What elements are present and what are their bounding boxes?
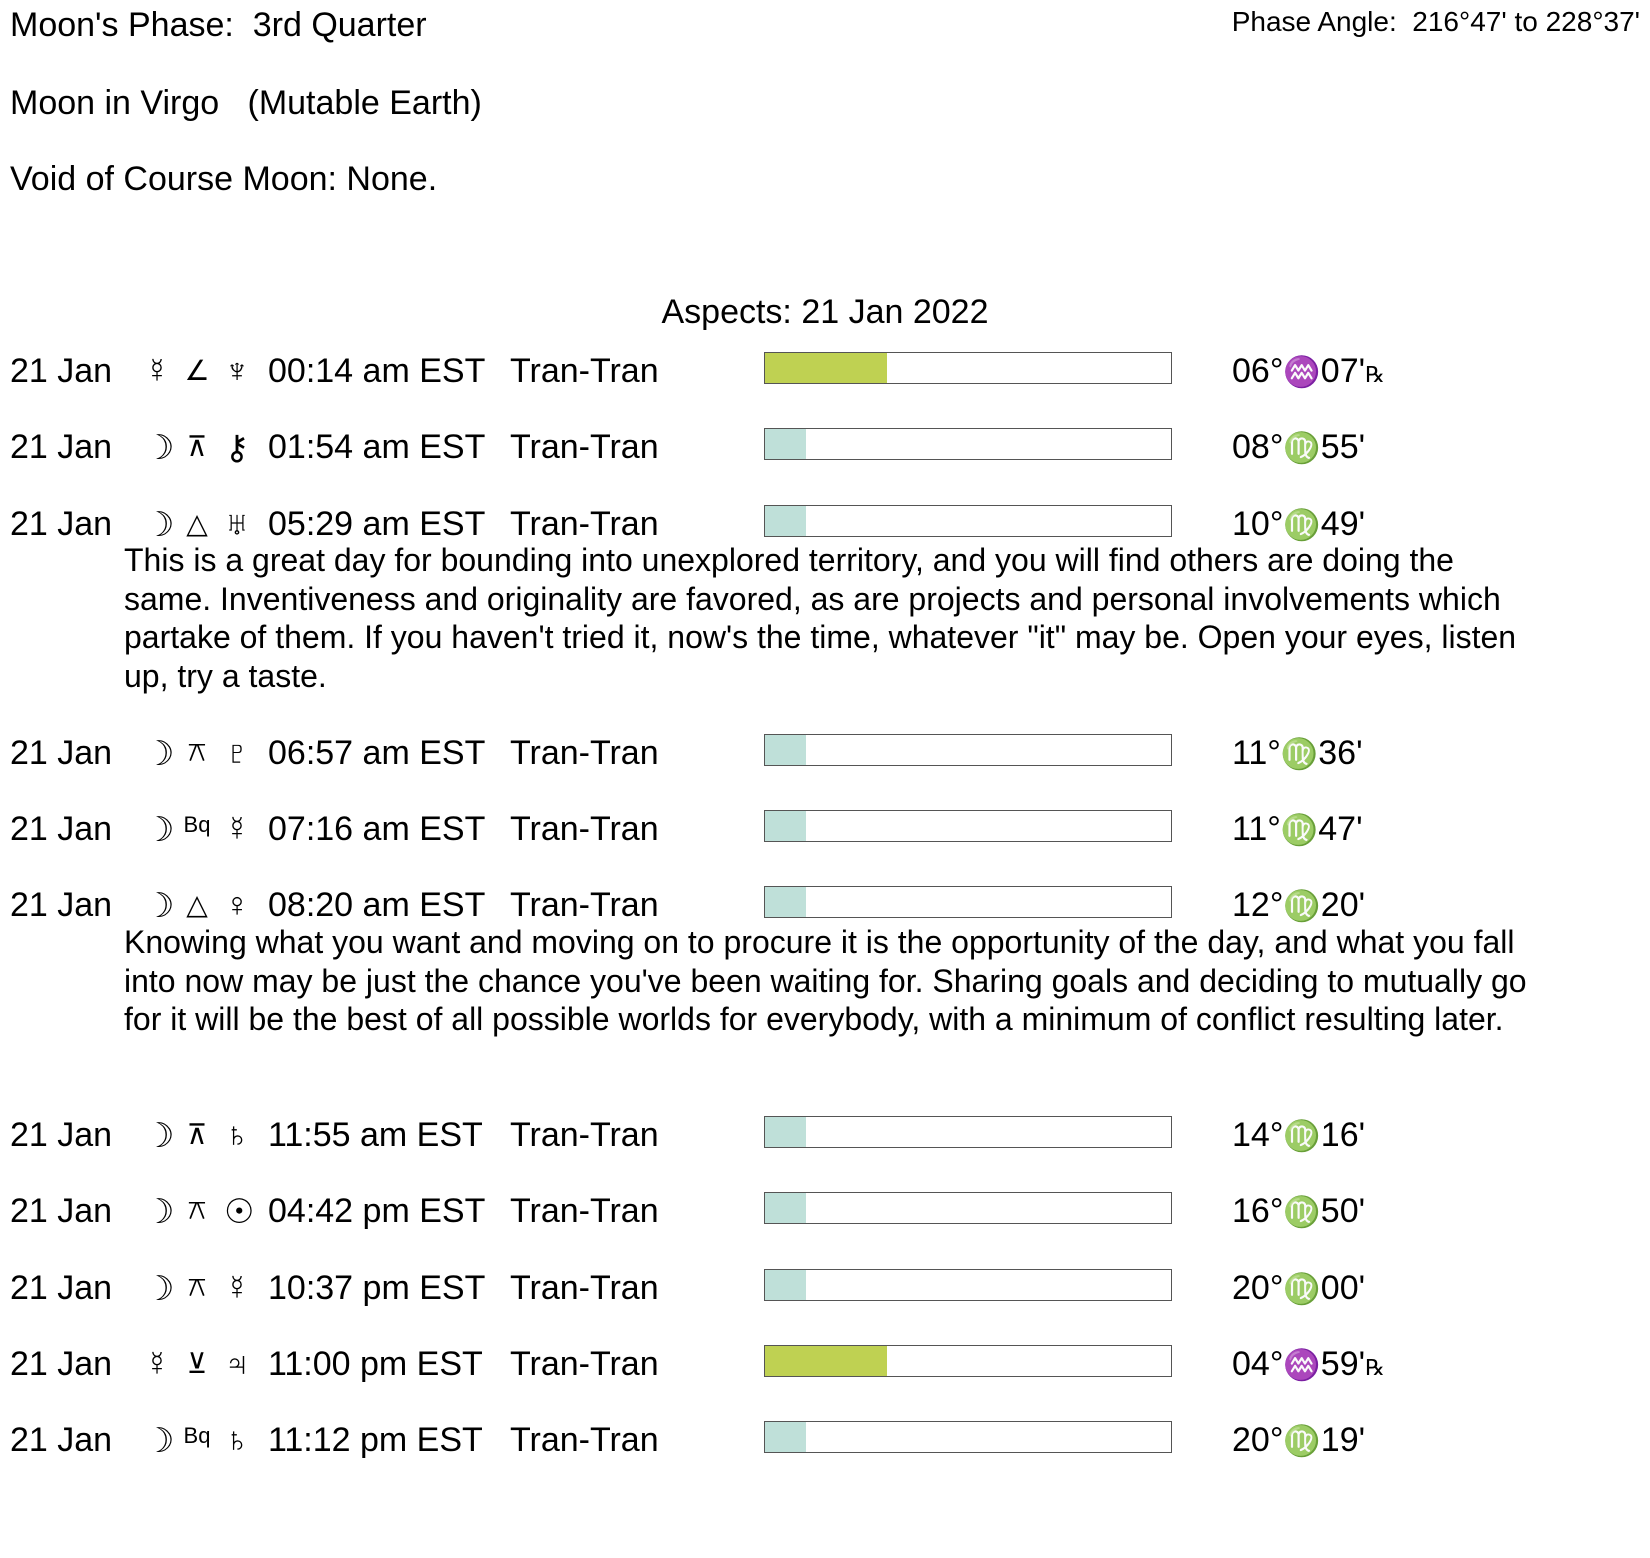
aspect-symbol-icon: ⊼	[186, 1119, 208, 1150]
aspect-row	[10, 505, 1630, 545]
strength-bar	[764, 810, 1172, 842]
position-degree: 12°	[1232, 886, 1284, 924]
position-degree: 10°	[1232, 505, 1284, 543]
moon-phase-label: Moon's Phase: 3rd Quarter	[10, 6, 427, 44]
natal-planet-icon: ⚷	[224, 429, 250, 467]
natal-planet-icon: ♄	[224, 1421, 250, 1459]
aspect-time: 06:57 am EST	[268, 734, 486, 772]
aspect-row	[10, 428, 1630, 468]
aspect-symbol-icon: ∠	[184, 355, 210, 386]
position-degree: 20°	[1232, 1269, 1284, 1307]
virgo-icon: ♍	[1283, 1120, 1321, 1153]
void-of-course: Void of Course Moon: None.	[10, 160, 438, 198]
strength-bar	[764, 1345, 1172, 1377]
aspect-type: Tran-Tran	[510, 1421, 659, 1459]
aspect-symbol-icon: Bq	[183, 812, 211, 837]
aspect-type: Tran-Tran	[510, 1345, 659, 1383]
natal-planet-icon: ♃	[224, 1345, 250, 1383]
virgo-icon: ♍	[1283, 890, 1321, 923]
strength-bar	[764, 1192, 1172, 1224]
aspect-time: 08:20 am EST	[268, 886, 486, 924]
aspect-type: Tran-Tran	[510, 734, 659, 772]
strength-bar-fill	[765, 429, 806, 459]
virgo-icon: ♍	[1283, 509, 1321, 542]
natal-planet-icon: ♀	[224, 886, 250, 924]
aspect-time: 00:14 am EST	[268, 352, 486, 390]
aspect-time: 05:29 am EST	[268, 505, 486, 543]
strength-bar-fill	[765, 811, 806, 841]
aspect-type: Tran-Tran	[510, 810, 659, 848]
position-degree: 11°	[1232, 810, 1281, 848]
transit-planet-icon: ☽	[144, 1117, 175, 1155]
aspect-date: 21 Jan	[10, 352, 113, 390]
strength-bar-fill	[765, 1270, 806, 1300]
transit-planet-icon: ☽	[144, 735, 175, 773]
strength-bar-fill	[765, 1422, 806, 1452]
position-degree: 06°	[1232, 352, 1284, 390]
aspect-time: 07:16 am EST	[268, 810, 486, 848]
natal-planet-icon: ♆	[224, 352, 250, 390]
strength-bar	[764, 734, 1172, 766]
aspect-position	[1232, 1345, 1385, 1384]
strength-bar-fill	[765, 887, 806, 917]
aspect-date: 21 Jan	[10, 1345, 113, 1383]
position-degree: 16°	[1232, 1192, 1284, 1230]
strength-bar-fill	[765, 506, 806, 536]
aquarius-icon: ♒	[1283, 1349, 1321, 1382]
position-degree: 04°	[1232, 1345, 1284, 1383]
position-minutes: 59'	[1320, 1345, 1366, 1383]
position-minutes: 55'	[1320, 428, 1366, 466]
position-minutes: 19'	[1320, 1421, 1366, 1459]
aspect-type: Tran-Tran	[510, 505, 659, 543]
transit-planet-icon: ☿	[144, 352, 170, 390]
strength-bar-fill	[765, 1193, 806, 1223]
position-minutes: 00'	[1320, 1269, 1366, 1307]
aspect-date: 21 Jan	[10, 1421, 113, 1459]
aspect-position	[1232, 352, 1385, 391]
virgo-icon: ♍	[1283, 1273, 1321, 1306]
strength-bar	[764, 352, 1172, 384]
aspect-date: 21 Jan	[10, 1116, 113, 1154]
aspect-time: 10:37 pm EST	[268, 1269, 486, 1307]
transit-planet-icon: ☽	[144, 429, 175, 467]
position-degree: 11°	[1232, 734, 1281, 772]
aspect-date: 21 Jan	[10, 1192, 113, 1230]
position-degree: 08°	[1232, 428, 1284, 466]
natal-planet-icon: ☿	[224, 810, 250, 848]
aspect-type: Tran-Tran	[510, 428, 659, 466]
aspects-title: Aspects: 21 Jan 2022	[661, 293, 989, 331]
strength-bar	[764, 428, 1172, 460]
aspect-type: Tran-Tran	[510, 886, 659, 924]
aspect-position	[1232, 1192, 1365, 1231]
aspect-description: This is a great day for bounding into unexplored territory, and you will find others are doing the same. Inventiveness and originality are favored, as are projects and personal involvements which partake of them. If you haven't tried it, now's the time, whatever "it" may be. Open your eyes, listen up, try a taste.	[124, 542, 1517, 694]
strength-bar	[764, 1269, 1172, 1301]
aspect-row	[10, 1269, 1630, 1309]
aspect-row	[10, 734, 1630, 774]
aspect-row	[10, 1192, 1630, 1232]
natal-planet-icon: ♄	[224, 1116, 250, 1154]
aspect-date: 21 Jan	[10, 810, 113, 848]
position-minutes: 16'	[1320, 1116, 1366, 1154]
aspect-symbol-icon: ⚻	[187, 1271, 207, 1302]
aspect-time: 11:55 am EST	[268, 1116, 483, 1154]
aspect-date: 21 Jan	[10, 1269, 113, 1307]
aspect-symbol-icon: ⚻	[187, 1194, 207, 1225]
moon-sign: Moon in Virgo (Mutable Earth)	[10, 84, 482, 122]
aspect-row	[10, 1345, 1630, 1385]
strength-bar-fill	[765, 735, 806, 765]
virgo-icon: ♍	[1283, 432, 1321, 465]
natal-planet-icon: ☉	[224, 1193, 255, 1231]
transit-planet-icon: ☽	[144, 1422, 175, 1460]
aspect-position	[1232, 734, 1363, 773]
virgo-icon: ♍	[1283, 1196, 1321, 1229]
transit-planet-icon: ☽	[144, 811, 175, 849]
aspect-date: 21 Jan	[10, 505, 113, 543]
strength-bar-fill	[765, 1346, 887, 1376]
position-minutes: 36'	[1318, 734, 1363, 772]
virgo-icon: ♍	[1280, 814, 1319, 847]
aspect-date: 21 Jan	[10, 734, 113, 772]
position-minutes: 07'	[1320, 352, 1366, 390]
transit-planet-icon: ☽	[144, 887, 175, 925]
aspect-position	[1232, 810, 1363, 849]
aspect-position	[1232, 505, 1365, 544]
aspect-type: Tran-Tran	[510, 352, 659, 390]
strength-bar	[764, 1116, 1172, 1148]
natal-planet-icon: ♇	[224, 734, 250, 772]
aspect-position	[1232, 886, 1365, 925]
aspect-row	[10, 1421, 1630, 1461]
aspect-symbol-icon: ⊼	[186, 431, 208, 462]
aspect-symbol-icon: △	[186, 508, 208, 539]
aspect-row	[10, 810, 1630, 850]
strength-bar-fill	[765, 1117, 806, 1147]
aspect-position	[1232, 1269, 1365, 1308]
aspect-row	[10, 886, 1630, 926]
aspect-time: 11:00 pm EST	[268, 1345, 483, 1383]
aspect-type: Tran-Tran	[510, 1269, 659, 1307]
aspect-row	[10, 1116, 1630, 1156]
aspect-time: 11:12 pm EST	[268, 1421, 483, 1459]
position-degree: 20°	[1232, 1421, 1284, 1459]
aspect-position	[1232, 1421, 1365, 1460]
strength-bar	[764, 505, 1172, 537]
aspect-date: 21 Jan	[10, 886, 113, 924]
aspect-row	[10, 352, 1630, 392]
strength-bar	[764, 1421, 1172, 1453]
aspect-symbol-icon: ⚻	[187, 736, 207, 767]
phase-angle: Phase Angle: 216°47' to 228°37'	[1231, 6, 1640, 37]
transit-planet-icon: ☽	[144, 506, 175, 544]
strength-bar	[764, 886, 1172, 918]
position-degree: 14°	[1232, 1116, 1284, 1154]
position-minutes: 50'	[1320, 1192, 1366, 1230]
aspect-time: 01:54 am EST	[268, 428, 486, 466]
retrograde-icon: ℞	[1365, 1355, 1385, 1380]
transit-planet-icon: ☽	[144, 1270, 175, 1308]
aquarius-icon: ♒	[1283, 356, 1321, 389]
aspect-symbol-icon: Bq	[183, 1423, 211, 1448]
position-minutes: 47'	[1318, 810, 1363, 848]
aspect-symbol-icon: ⊻	[186, 1348, 208, 1379]
aspect-type: Tran-Tran	[510, 1116, 659, 1154]
aspect-description: Knowing what you want and moving on to procure it is the opportunity of the day, and what you fall into now may be just the chance you've been waiting for. Sharing goals and deciding to mutually go for it will be the best of all possible worlds for everybody, with a minimum of conflict resulting later.	[124, 924, 1527, 1037]
position-minutes: 49'	[1320, 505, 1366, 543]
aspect-date: 21 Jan	[10, 428, 113, 466]
aspect-position	[1232, 428, 1365, 467]
natal-planet-icon: ☿	[224, 1269, 250, 1307]
virgo-icon: ♍	[1280, 738, 1319, 771]
aspect-symbol-icon: △	[186, 889, 208, 920]
retrograde-icon: ℞	[1365, 362, 1385, 387]
transit-planet-icon: ☿	[144, 1345, 170, 1383]
aspect-position	[1232, 1116, 1365, 1155]
aspect-type: Tran-Tran	[510, 1192, 659, 1230]
virgo-icon: ♍	[1283, 1425, 1321, 1458]
position-minutes: 20'	[1320, 886, 1366, 924]
transit-planet-icon: ☽	[144, 1193, 175, 1231]
natal-planet-icon: ♅	[224, 505, 250, 543]
strength-bar-fill	[765, 353, 887, 383]
aspect-time: 04:42 pm EST	[268, 1192, 486, 1230]
